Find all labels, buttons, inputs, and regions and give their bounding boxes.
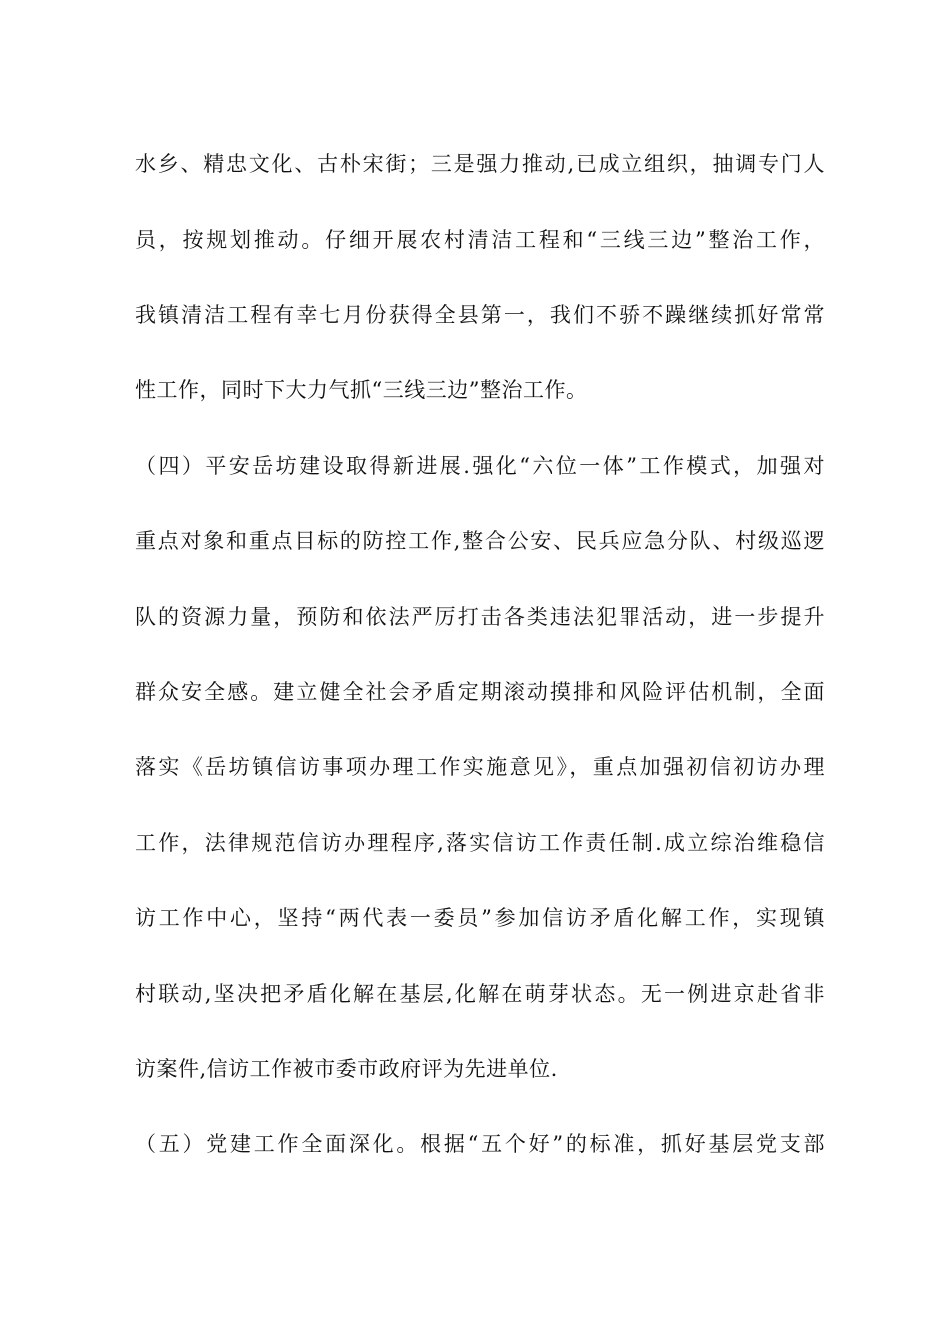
- paragraph-line: 性工作，同时下大力气抓“三线三边”整治工作。: [135, 378, 588, 402]
- paragraph-line: 队的资源力量，预防和依法严厉打击各类违法犯罪活动，进一步提升: [135, 605, 825, 629]
- paragraph-line: 我镇清洁工程有幸七月份获得全县第一，我们不骄不躁继续抓好常常: [135, 303, 825, 327]
- paragraph-line: 落实《岳坊镇信访事项办理工作实施意见》，重点加强初信初访办理: [135, 755, 825, 779]
- section-heading-line: （五）党建工作全面深化。根据“五个好”的标准，抓好基层党支部: [135, 1132, 825, 1156]
- paragraph-line: 群众安全感。建立健全社会矛盾定期滚动摸排和风险评估机制，全面: [135, 680, 825, 704]
- paragraph-line: 水乡、精忠文化、古朴宋街；三是强力推动,已成立组织，抽调专门人: [135, 152, 825, 176]
- paragraph-line: 员，按规划推动。仔细开展农村清洁工程和“三线三边”整治工作，: [135, 228, 825, 252]
- paragraph-line: 访案件,信访工作被市委市政府评为先进单位.: [135, 1057, 558, 1081]
- section-heading-line: （四）平安岳坊建设取得新进展.强化“六位一体”工作模式，加强对: [135, 454, 825, 478]
- paragraph-line: 访工作中心，坚持“两代表一委员”参加信访矛盾化解工作，实现镇: [135, 906, 825, 930]
- paragraph-line: 重点对象和重点目标的防控工作,整合公安、民兵应急分队、村级巡逻: [135, 529, 825, 553]
- paragraph-line: 村联动,坚决把矛盾化解在基层,化解在萌芽状态。无一例进京赴省非: [135, 982, 825, 1006]
- paragraph-line: 工作，法律规范信访办理程序,落实信访工作责任制.成立综治维稳信: [135, 831, 825, 855]
